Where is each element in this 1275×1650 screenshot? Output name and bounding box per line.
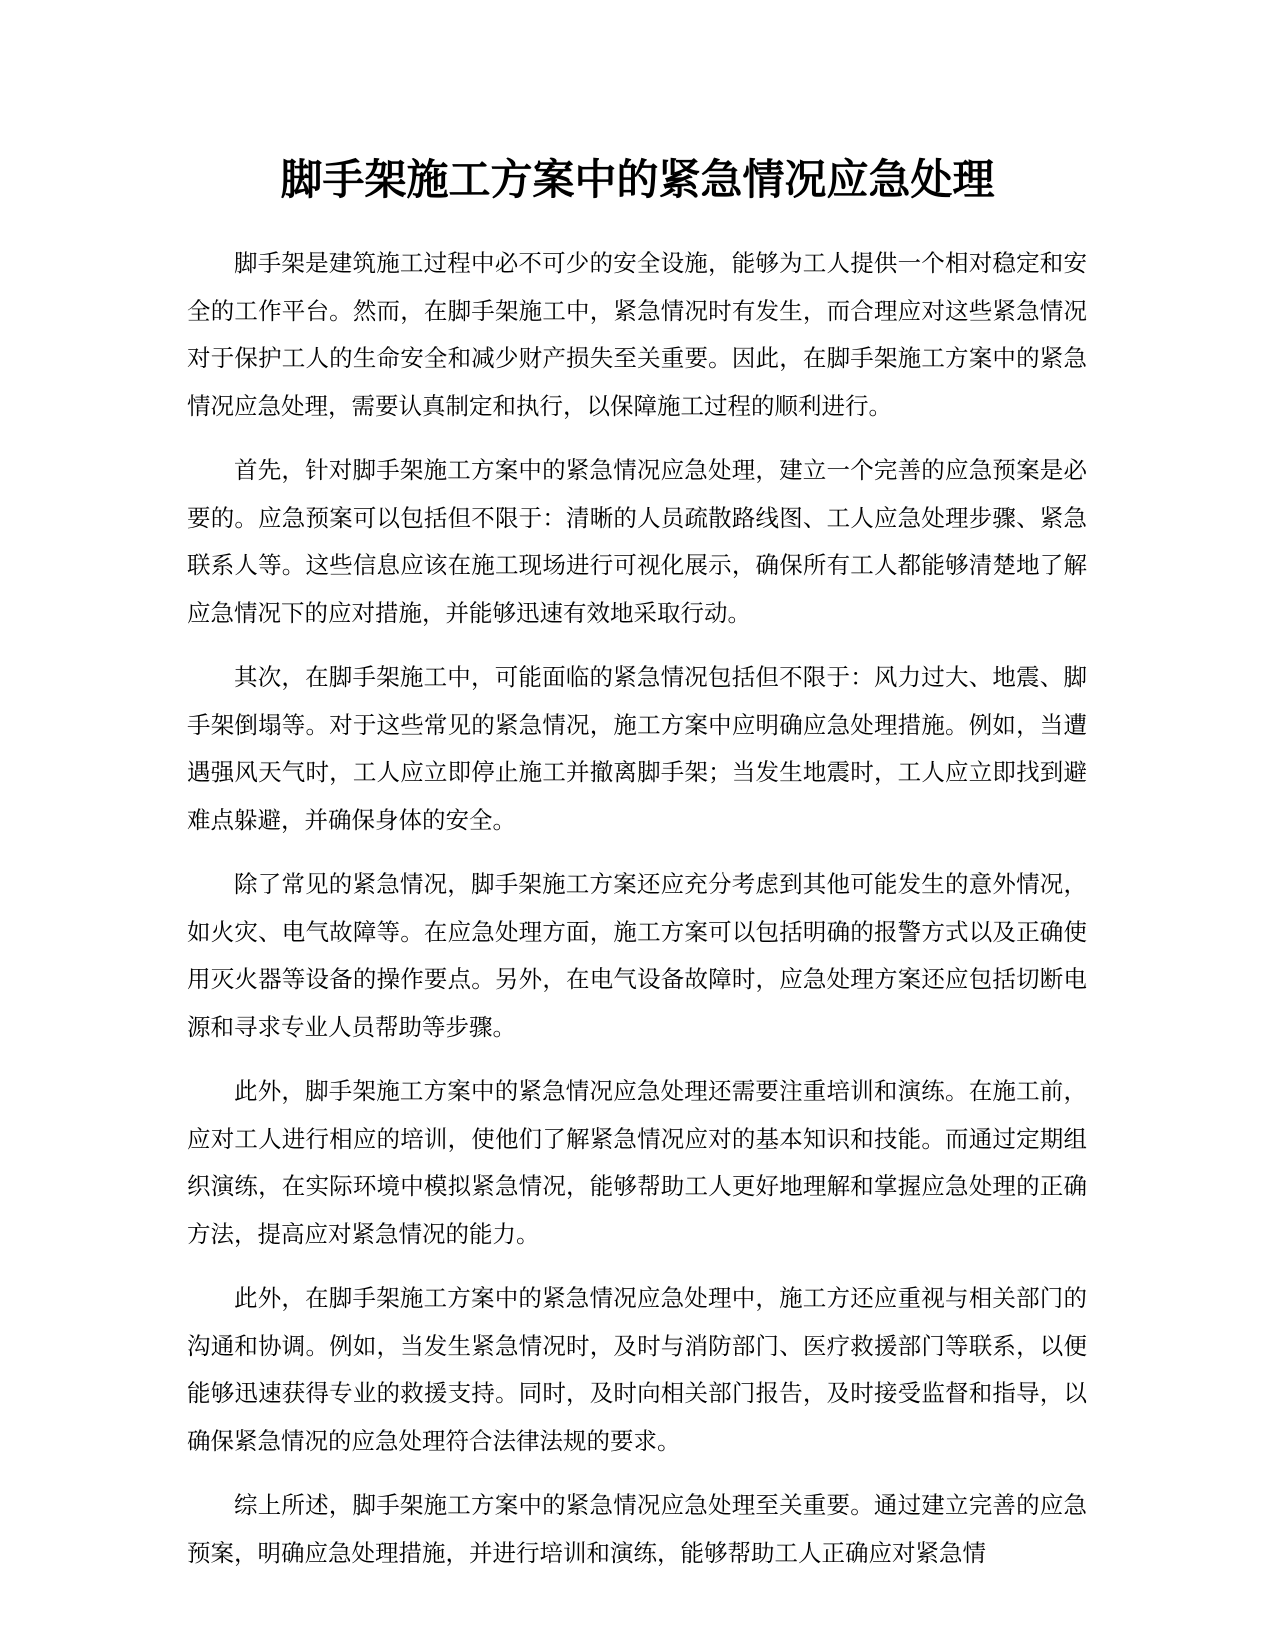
- paragraph-1: 脚手架是建筑施工过程中必不可少的安全设施，能够为工人提供一个相对稳定和安全的工作平台。然而，在脚手架施工中，紧急情况时有发生，而合理应对这些紧急情况对于保护工人的生命安全和减少财产损失至关重要。因此，在脚手架施工方案中的紧急情况应急处理，需要认真制定和执行，以保障施工过程的顺利进行。: [187, 249, 1087, 420]
- document-body: [187, 240, 1087, 1594]
- paragraph-4: 除了常见的紧急情况，脚手架施工方案还应充分考虑到其他可能发生的意外情况，如火灾、电气故障等。在应急处理方面，施工方案可以包括明确的报警方式以及正确使用灭火器等设备的操作要点。另外，在电气设备故障时，应急处理方案还应包括切断电源和寻求专业人员帮助等步骤。: [187, 870, 1087, 1041]
- document-title: 脚手架施工方案中的紧急情况应急处理: [280, 155, 995, 204]
- paragraph-2: 首先，针对脚手架施工方案中的紧急情况应急处理，建立一个完善的应急预案是必要的。应急预案可以包括但不限于：清晰的人员疏散路线图、工人应急处理步骤、紧急联系人等。这些信息应该在施工现场进行可视化展示，确保所有工人都能够清楚地了解应急情况下的应对措施，并能够迅速有效地采取行动。: [187, 456, 1087, 627]
- paragraph-7: 综上所述，脚手架施工方案中的紧急情况应急处理至关重要。通过建立完善的应急预案，明确应急处理措施，并进行培训和演练，能够帮助工人正确应对紧急情: [187, 1491, 1087, 1567]
- paragraph-6: 此外，在脚手架施工方案中的紧急情况应急处理中，施工方还应重视与相关部门的沟通和协调。例如，当发生紧急情况时，及时与消防部门、医疗救援部门等联系，以便能够迅速获得专业的救援支持。同时，及时向相关部门报告，及时接受监督和指导，以确保紧急情况的应急处理符合法律法规的要求。: [187, 1284, 1087, 1455]
- paragraph-5: 此外，脚手架施工方案中的紧急情况应急处理还需要注重培训和演练。在施工前，应对工人进行相应的培训，使他们了解紧急情况应对的基本知识和技能。而通过定期组织演练，在实际环境中模拟紧急情况，能够帮助工人更好地理解和掌握应急处理的正确方法，提高应对紧急情况的能力。: [187, 1077, 1087, 1248]
- paragraph-3: 其次，在脚手架施工中，可能面临的紧急情况包括但不限于：风力过大、地震、脚手架倒塌等。对于这些常见的紧急情况，施工方案中应明确应急处理措施。例如，当遭遇强风天气时，工人应立即停止施工并撤离脚手架；当发生地震时，工人应立即找到避难点躲避，并确保身体的安全。: [187, 663, 1087, 834]
